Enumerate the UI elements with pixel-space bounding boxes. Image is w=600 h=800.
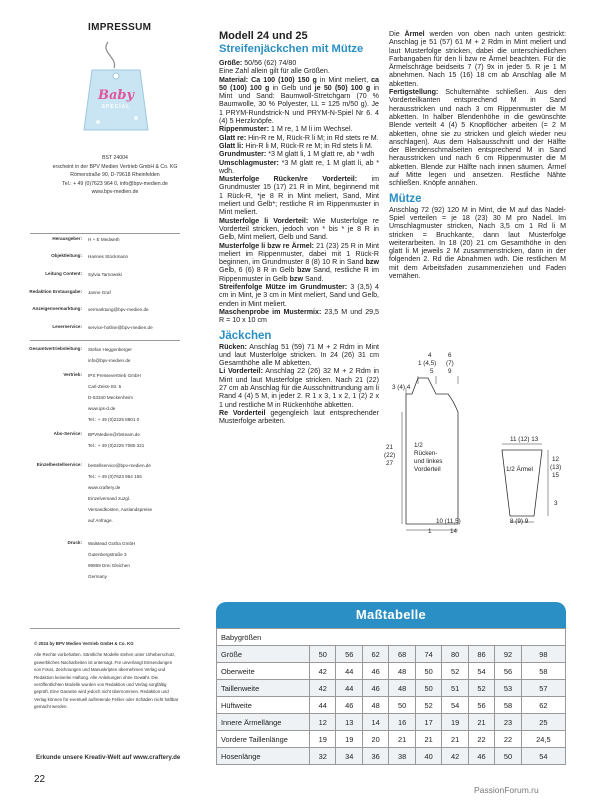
schema-measure: 3 [554, 500, 558, 507]
pattern-paragraph: Grundmuster: *3 M glatt li, 1 M glatt re, ab * wdh [219, 150, 375, 159]
size-table-cell: 22 [495, 731, 521, 748]
watermark: PassionForum.ru [474, 785, 539, 795]
size-table-cell: 92 [495, 646, 521, 663]
section-heading-muetze: Mütze [389, 192, 422, 205]
size-table-cell: 21 [468, 714, 494, 731]
size-table-cell: 13 [336, 714, 362, 731]
model-subtitle: Streifenjäckchen mit Mütze [219, 43, 364, 55]
page-number: 22 [34, 774, 46, 785]
size-table-cell: 12 [310, 714, 336, 731]
pattern-paragraph: Maschenprobe im Mustermix: 23,5 M und 29,5 R = 10 x 10 cm [219, 307, 380, 325]
dist-line: Versandkosten, Auslandspreise [88, 507, 153, 512]
size-table-cell: 80 [442, 646, 468, 663]
model-title: Modell 24 und 25 [219, 30, 308, 42]
schema-measure: 15 [552, 472, 560, 479]
size-table-cell: 48 [389, 663, 415, 680]
pattern-paragraph: Musterfolge li bzw re Ärmel: 21 (23) 25 R in Mint meliert im Rippenmuster, dabei mit 1 Rück-R beginnen, im Grundmuster 8 (8) 10 R in Sand bzw Gelb, 6 (6) 8 R in Gelb bzw Sand, restliche R im Rippenmuster in Gelb bzw Sand. [219, 241, 379, 283]
schema-measure: 8 (9) 9 [510, 518, 529, 525]
schema-label: und linkes [414, 458, 443, 465]
schema-label: Vorderteil [414, 466, 441, 473]
size-table-cell: 62 [521, 697, 565, 714]
dist-line: Carl-Zeiss-Str. 5 [88, 384, 122, 389]
dist-line: auf Anfrage. [88, 518, 113, 523]
size-table-cell: 56 [336, 646, 362, 663]
size-table-cell: 21 [442, 731, 468, 748]
divider [30, 233, 180, 234]
pattern-paragraph: Anschlag 72 (92) 120 M in Mint, die M auf das Nadel-Spiel verteilen = je 18 (23) 30 M pro Nadel. Im Umschlagmuster stricken, Nach 3,5 cm 1 Rd li M stricken = Bruchkante, dann laut Musterfolge weiterarbeiten. In 18 (20) 21 cm Gesamthöhe in den glatt li M jeweils 2 M zusammenstricken, dann in der folgenden 2. Rd die Abnahmen wdh. Die restlichen M mit dem Arbeitsfaden zusammenziehen und Faden vernähen. [389, 205, 566, 281]
size-table-cell: 57 [521, 680, 565, 697]
dist-line: Gutenbergstraße 3 [88, 552, 127, 557]
logo-text: Baby [97, 88, 135, 103]
dist-line: Germany [88, 574, 107, 579]
size-table-cell: 22 [468, 731, 494, 748]
size-table-cell: 48 [362, 697, 388, 714]
craftery-link[interactable]: Erkunde unsere Kreativ-Welt auf www.craftery.de [36, 754, 181, 761]
size-table-cell: 62 [362, 646, 388, 663]
dist-line: Tel.: + 49 (0)7623 964 155 [88, 474, 142, 479]
size-table-row [217, 697, 566, 714]
dist-line: Einzelversand zuzgl. [88, 496, 131, 501]
size-table-cell: 21 [389, 731, 415, 748]
pattern-paragraph: Glatt li: Hin-R li M, Rück-R re M; in Rd stets li M. [219, 141, 373, 150]
size-table-cell: 23 [495, 714, 521, 731]
size-table-cell: 54 [521, 748, 565, 765]
schema-measure: 21 [386, 444, 394, 451]
size-table-cell: 56 [495, 663, 521, 680]
size-table-cell: 17 [415, 714, 441, 731]
size-table-cell: 52 [468, 680, 494, 697]
schema-measure: 10 (11,5) [436, 518, 461, 525]
size-table-cell: 21 [415, 731, 441, 748]
dist-line: Tel.: + 49 (0)2225 8801 0 [88, 417, 140, 422]
pattern-paragraph: Die Ärmel werden von oben nach unten gestrickt: Anschlag je 51 (57) 61 M + 2 Rdm in Mint meliert und laut Musterfolge stricken, dabei die unterschiedlichen Farbangaben für den li bzw re Ärmel beachten. Für die Ärmelschräge beidseits 7 (7) 9x in jeder 5. R je 1 M abnehmen. Nach 15 (16) 18 cm ab Anschlag alle M abketten. [389, 30, 566, 88]
size-table-cell: 46 [362, 663, 388, 680]
dist-line: Tel.: + 49 (0)2225 7085 321 [88, 443, 145, 448]
size-table-cell: 24,5 [521, 731, 565, 748]
size-table-row-label: Innere Ärmellänge [217, 714, 310, 731]
pattern-paragraph: Fertigstellung: Schulternähte schließen. Aus den Vorderteilkanten entsprechend M in Sand herausstricken und nach 3 cm Rippenmuster die M abketten. In halber Blendenhöhe in die gewünschte Blende verteilt 4 (4) 5 Knopflöcher arbeiten (= 2 M abketten, ohne sie zu stricken und gleich wieder neu anschlagen). Aus dem Halsausschnitt und der Hälfte der Blendenschmalseiten entsprechend M in Sand herausstricken und nach 6 cm Rippenmuster die M abketten. Blende zur Hälfte nach innen säumen. Ärmel auf Mitte legen und ansetzen. Restliche Nähte schließen. Knöpfe annähen. [389, 88, 566, 188]
pattern-column-2 [389, 30, 566, 280]
copyright-text: Alle Rechte vorbehalten. Sämtliche Modelle stehen unter Urheberschutz, gewerbliches Nacharbeiten ist untersagt. Für unverlangt Einsendungen von Fotos, Zeichnungen und Manuskripten übernehmen Verlag und Redaktion keinerlei Haftung. Alle Anleitungen ohne Gewähr. Die veröffentlichten Modelle wurden von Redaktion und Verlag sorgfältig geprüft. Eine Garantie wird jedoch nicht übernommen. Redaktion und Verlag können für eventuell auftretende Fehler oder Schäden nicht haftbar gemacht werden. [34, 652, 179, 710]
pattern-column-1 [219, 30, 379, 425]
dist-line[interactable]: bestellservice@bpv-medien.de [88, 463, 151, 468]
size-table-cell: 52 [415, 697, 441, 714]
issue-number: BST 24004 [102, 155, 128, 161]
size-table-cell: 50 [415, 680, 441, 697]
size-table-row-label: Hosenlänge [217, 748, 310, 765]
size-table-cell: 42 [310, 680, 336, 697]
size-table-row [217, 748, 566, 765]
schema-label: Rücken- [414, 450, 438, 457]
size-table-cell: 20 [362, 731, 388, 748]
schema-measure: 14 [450, 528, 458, 535]
staff-value: Janne Graf [88, 290, 111, 295]
schema-label: 1/2 Ärmel [506, 466, 533, 473]
pattern-schematic [384, 348, 578, 544]
logo-subtext: SPECIAL [101, 104, 131, 110]
size-table-cell: 52 [442, 663, 468, 680]
size-table-cell: 42 [310, 663, 336, 680]
dist-line[interactable]: www.craftery.de [88, 485, 121, 490]
size-table-cell: 98 [521, 646, 565, 663]
schema-label: 1/2 [414, 442, 423, 449]
dist-line: D-53340 Meckenheim [88, 395, 133, 400]
copyright-head: © 2024 by BPV Medien Vertrieb GmbH & Co. KG [34, 641, 134, 646]
dist-label: Druck: [67, 540, 82, 545]
size-table-cell: 40 [415, 748, 441, 765]
size-table-caption: Babygrößen [217, 629, 566, 646]
schema-measure: 11 (12) 13 [510, 436, 539, 443]
dist-label: Abo-Service: [53, 431, 82, 436]
impressum-intro [35, 154, 195, 197]
pattern-paragraph: Li Vorderteil: Anschlag 22 (26) 32 M + 2 Rdm in Mint und laut Musterfolge stricken. Nach 21 (22) 27 cm ab Anschlag für die Ausschnittrundung am li Rand 4 (4) 5 M, in jeder 2. R 1 x 3, 1 x 2, 1 (2) 2 x 1 und restliche M in Rückenhöhe abketten. [219, 367, 379, 409]
size-table-cell: 46 [336, 697, 362, 714]
divider [30, 628, 180, 629]
impressum-title: IMPRESSUM [88, 22, 152, 33]
size-table-cell: 68 [389, 646, 415, 663]
staff-value: H + E Medweth [88, 237, 120, 242]
size-table-cell: 38 [389, 748, 415, 765]
size-table-row-label: Taillenweite [217, 680, 310, 697]
size-table-title: Maßtabelle [216, 602, 566, 628]
size-table-row-label: Größe [217, 646, 310, 663]
size-table-cell: 50 [389, 697, 415, 714]
staff-value[interactable]: service-hotline@bpv-medien.de [88, 325, 153, 330]
size-table-cell: 34 [336, 748, 362, 765]
size-table-cell: 74 [415, 646, 441, 663]
pattern-paragraph: Rücken: Anschlag 51 (59) 71 M + 2 Rdm in Mint und laut Musterfolge stricken. In 24 (26) 31 cm Gesamthöhe alle M abketten. [219, 342, 379, 368]
copyright-notice [34, 640, 179, 711]
pattern-paragraph: Streifenfolge Mütze im Grundmuster: 3 (3,5) 4 cm in Mint, je 3 cm in Mint meliert, Sand und Gelb, enden in Mint meliert. [219, 283, 380, 308]
schema-measure: 5 [430, 368, 434, 375]
dist-label: Vertrieb: [63, 372, 82, 377]
size-table-cell: 25 [521, 714, 565, 731]
staff-label: Objektleitung: [51, 253, 82, 258]
dist-line: 99869 Drei Gleichen [88, 563, 130, 568]
publisher-contact: Tel.: + 49 (0)7623 964 0, info@bpv-medien.de [62, 180, 168, 187]
baby-special-logo [78, 38, 154, 134]
pattern-paragraph: Umschlagmuster: *3 M glatt re, 1 M glatt li, ab * wdh. [219, 158, 379, 175]
dist-line[interactable]: info@bpv-medien.de [88, 358, 131, 363]
size-table-cell: 86 [468, 646, 494, 663]
schema-measure: 12 [552, 456, 560, 463]
dist-label: Gesamtvertriebsleitung: [29, 346, 82, 351]
dist-line[interactable]: BPVMedien@rbsteam.de [88, 432, 140, 437]
size-table-cell: 54 [468, 663, 494, 680]
dist-line: IPS Pressevertrieb GmbH [88, 373, 141, 378]
size-table-row-label: Hüftweite [217, 697, 310, 714]
size-table-row [217, 646, 566, 663]
schema-measure: 9 [448, 368, 452, 375]
pattern-paragraph: Musterfolge li Vorderteil: Wie Musterfolge re Vorderteil stricken, jedoch von * bis * je 8 R in Gelb, Mint meliert, Gelb und Sand. [219, 216, 379, 242]
staff-label: Anzeigenvermarktung: [32, 306, 82, 311]
staff-value: Hannes Stockmann [88, 254, 129, 259]
pattern-paragraph: Rippenmuster: 1 M re, 1 M li im Wechsel. [219, 125, 353, 134]
section-heading-jaeckchen: Jäckchen [219, 329, 272, 342]
divider [30, 340, 180, 341]
size-table-cell: 50 [310, 646, 336, 663]
dist-line: Stefan Heggenberger [88, 347, 132, 352]
schema-measure: 27 [386, 460, 394, 467]
pattern-paragraph: Glatt re: Hin-R re M, Rück-R li M; in Rd stets re M. [219, 133, 379, 142]
staff-label: Leitung Content: [45, 271, 82, 276]
schema-measure: 3 (4) 4 [392, 384, 411, 391]
size-table-cell: 54 [442, 697, 468, 714]
dist-line[interactable]: www.ips-d.de [88, 406, 116, 411]
size-table-row-label: Oberweite [217, 663, 310, 680]
size-table-cell: 44 [336, 680, 362, 697]
size-table-row [217, 731, 566, 748]
impressum-distribution [0, 346, 200, 626]
schema-measure: 1 [428, 528, 432, 535]
size-table-cell: 46 [468, 748, 494, 765]
publisher-address: Römerstraße 90, D-79618 Rheinfelden [70, 172, 160, 179]
publisher-line: erscheint in der BPV Medien Vertrieb GmbH & Co. KG [52, 163, 178, 170]
schema-measure: (7) [446, 360, 454, 367]
pattern-paragraph: Musterfolge Rücken/re Vorderteil: im Grundmuster 15 (17) 21 R in Mint, beginnend mit 1 Rück-R, *je 8 R in Mint meliert, Sand, Mint meliert und Gelb*; restliche R im Rippenmuster in Mint meliert. [219, 175, 379, 217]
size-table-cell: 58 [521, 663, 565, 680]
size-table-cell: 58 [495, 697, 521, 714]
size-table-cell: 14 [362, 714, 388, 731]
size-table-cell: 48 [389, 680, 415, 697]
size-table-cell: 32 [310, 748, 336, 765]
size-table-cell: 19 [310, 731, 336, 748]
size-table-cell: 19 [336, 731, 362, 748]
size-table-cell: 51 [442, 680, 468, 697]
schema-measure: 4 [428, 352, 432, 359]
size-table-row [217, 680, 566, 697]
size-table-cell: 53 [495, 680, 521, 697]
size-table-cell: 36 [362, 748, 388, 765]
size-table-cell: 44 [310, 697, 336, 714]
publisher-website[interactable]: www.bpv-medien.de [91, 189, 139, 196]
size-table-cell: 42 [442, 748, 468, 765]
size-table-cell: 19 [442, 714, 468, 731]
schema-measure: 6 [448, 352, 452, 359]
size-table-row [217, 714, 566, 731]
staff-label: Herausgeber: [52, 236, 82, 241]
staff-label: Redaktion Erstausgabe: [29, 289, 82, 294]
size-table-cell: 56 [468, 697, 494, 714]
impressum-staff [0, 236, 200, 336]
dist-label: Einzelbestellservice: [36, 462, 82, 467]
pattern-paragraph: Re Vorderteil gegengleich laut entsprechender Musterfolge arbeiten. [219, 408, 379, 426]
schema-measure: (13) [550, 464, 562, 471]
size-table-row-label: Vordere Taillenlänge [217, 731, 310, 748]
size-table-cell: 44 [336, 663, 362, 680]
size-table-cell: 16 [389, 714, 415, 731]
size-table-row [217, 663, 566, 680]
size-table-cell: 50 [495, 748, 521, 765]
size-table-cell: 46 [362, 680, 388, 697]
pattern-paragraph: Material: Ca 100 (100) 150 g in Mint meliert, ca 50 (100) 100 g in Gelb und je 50 (50) 100 g in Mint und Sand: Baumwoll-Stretchgarn (70 % Baumwolle, 30 % Polyester, LL = 125 m/50 g). Je 1 PRYM-Rundstrick-N und PRYM-N-Spiel Nr 6. 4 (4) 5 Herzknöpfe. [219, 75, 379, 126]
staff-value[interactable]: vermarktung@bpv-medien.de [88, 307, 149, 312]
staff-label: Leserservice: [52, 324, 82, 329]
size-table [216, 628, 566, 765]
staff-value: Sylvia Tarnowski [88, 272, 122, 277]
schema-measure: 1 (4,5) [418, 360, 437, 367]
dist-line: Walstead Gotha GmbH [88, 541, 136, 546]
schema-measure: (22) [384, 452, 396, 459]
pattern-paragraph: Größe: 50/56 (62) 74/80 Eine Zahl allein gilt für alle Größen. [219, 59, 330, 76]
size-table-cell: 50 [415, 663, 441, 680]
